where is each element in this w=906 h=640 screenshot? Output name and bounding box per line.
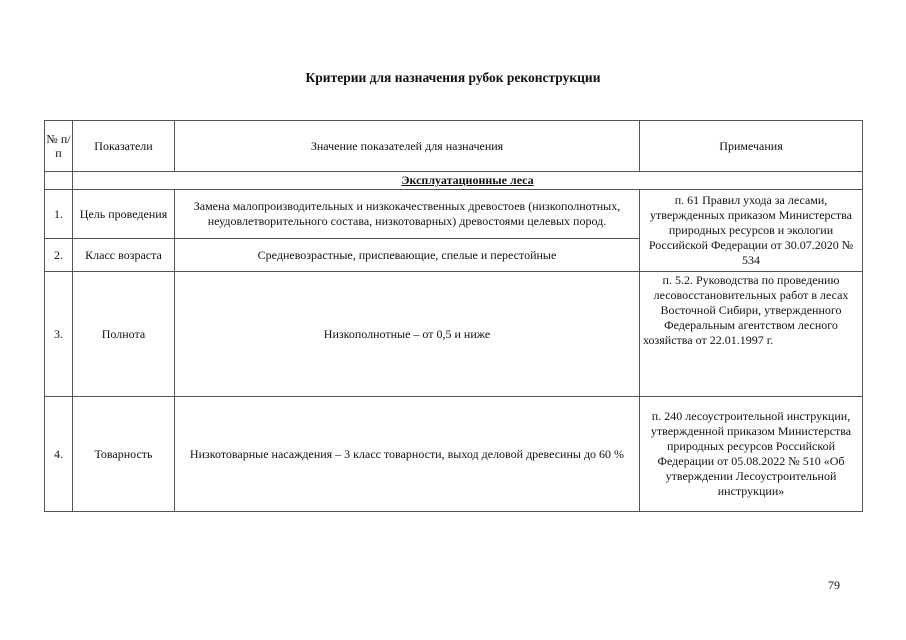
header-notes: Примечания — [640, 121, 863, 172]
criteria-table — [44, 120, 863, 512]
table-row — [45, 272, 863, 397]
header-num: № п/п — [45, 121, 73, 172]
row-num: 2. — [45, 239, 73, 272]
row-value: Замена малопроизводительных и низкокачественных древостоев (низкополнотных, неудовлетворительного состава, низкотоварных) древостоями целевых пород. — [175, 190, 640, 239]
section-num-cell — [45, 172, 73, 190]
row-indicator: Класс возраста — [73, 239, 175, 272]
header-indicator: Показатели — [73, 121, 175, 172]
row-note: п. 240 лесоустроительной инструкции, утвержденной приказом Министерства природных ресурсов Российской Федерации от 05.08.2022 № 510 «Об утверждении Лесоустроительной инструкции» — [640, 397, 863, 512]
section-row — [45, 172, 863, 190]
row-value: Низкополнотные – от 0,5 и ниже — [175, 272, 640, 397]
row-num: 1. — [45, 190, 73, 239]
row-note: п. 5.2. Руководства по проведению лесовосстановительных работ в лесах Восточной Сибири, утвержденного Федеральным агентством лесного хозяйства от 22.01.1997 г. — [640, 272, 863, 397]
table-row — [45, 190, 863, 239]
row-indicator: Товарность — [73, 397, 175, 512]
page-number: 79 — [828, 578, 840, 592]
table-header-row — [45, 121, 863, 172]
row-indicator: Полнота — [73, 272, 175, 397]
row-num: 4. — [45, 397, 73, 512]
section-cell — [73, 172, 863, 190]
row-value: Средневозрастные, приспевающие, спелые и перестойные — [175, 239, 640, 272]
row-note: п. 61 Правил ухода за лесами, утвержденных приказом Министерства природных ресурсов и экологии Российской Федерации от 30.07.2020 № 534 — [640, 190, 863, 272]
row-value: Низкотоварные насаждения – 3 класс товарности, выход деловой древесины до 60 % — [175, 397, 640, 512]
page-title: Критерии для назначения рубок реконструкции — [305, 70, 601, 85]
header-value: Значение показателей для назначения — [175, 121, 640, 172]
row-indicator: Цель проведения — [73, 190, 175, 239]
row-num: 3. — [45, 272, 73, 397]
table-row — [45, 397, 863, 512]
section-label: Эксплуатационные леса — [401, 173, 534, 187]
